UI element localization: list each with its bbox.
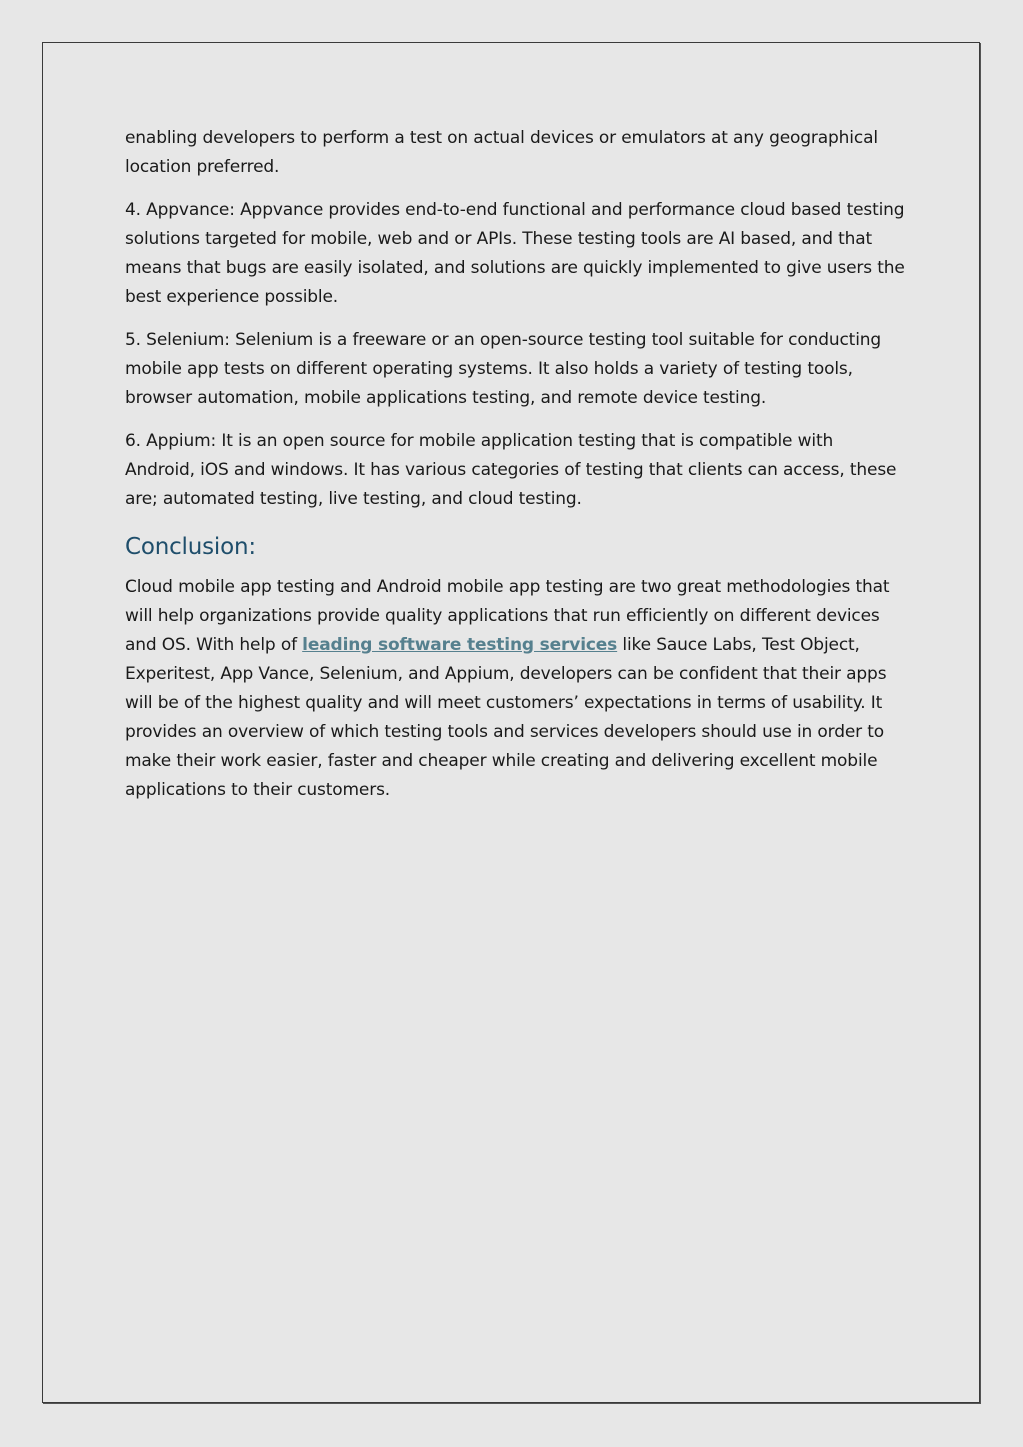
testing-services-link[interactable]: leading software testing services: [302, 635, 618, 655]
paragraph-appvance: 4. Appvance: Appvance provides end-to-end functional and performance cloud based testing solutions targeted for mobile, web and or APIs. These testing tools are AI based, and that means that bugs are easily isolated, and solutions are quickly implemented to give users the best experience possible.: [125, 200, 905, 307]
conclusion-paragraph: [125, 573, 905, 805]
document-page: [42, 42, 980, 1403]
conclusion-text-after-link: like Sauce Labs, Test Object, Experitest, App Vance, Selenium, and Appium, developers can be confident that their apps will be of the highest quality and will meet customers’ expectations in terms of usability. It provides an overview of which testing tools and services developers should use in order to make their work easier, faster and cheaper while creating and delivering excellent mobile applications to their customers.: [125, 635, 887, 800]
paragraph-selenium: 5. Selenium: Selenium is a freeware or an open-source testing tool suitable for conducting mobile app tests on different operating systems. It also holds a variety of testing tools, browser automation, mobile applications testing, and remote device testing.: [125, 330, 882, 408]
paragraph-appium: 6. Appium: It is an open source for mobile application testing that is compatible with Android, iOS and windows. It has various categories of testing that clients can access, these are; automated testing, live testing, and cloud testing.: [125, 431, 897, 509]
conclusion-text-before-link: Cloud mobile app testing and Android mobile app testing are two great methodologies that will help organizations provide quality applications that run efficiently on different devices and OS. With help of: [125, 577, 890, 655]
conclusion-heading: Conclusion:: [125, 534, 256, 560]
paragraph-continuation: enabling developers to perform a test on actual devices or emulators at any geographical location preferred.: [125, 128, 878, 177]
document-body: [125, 124, 905, 819]
